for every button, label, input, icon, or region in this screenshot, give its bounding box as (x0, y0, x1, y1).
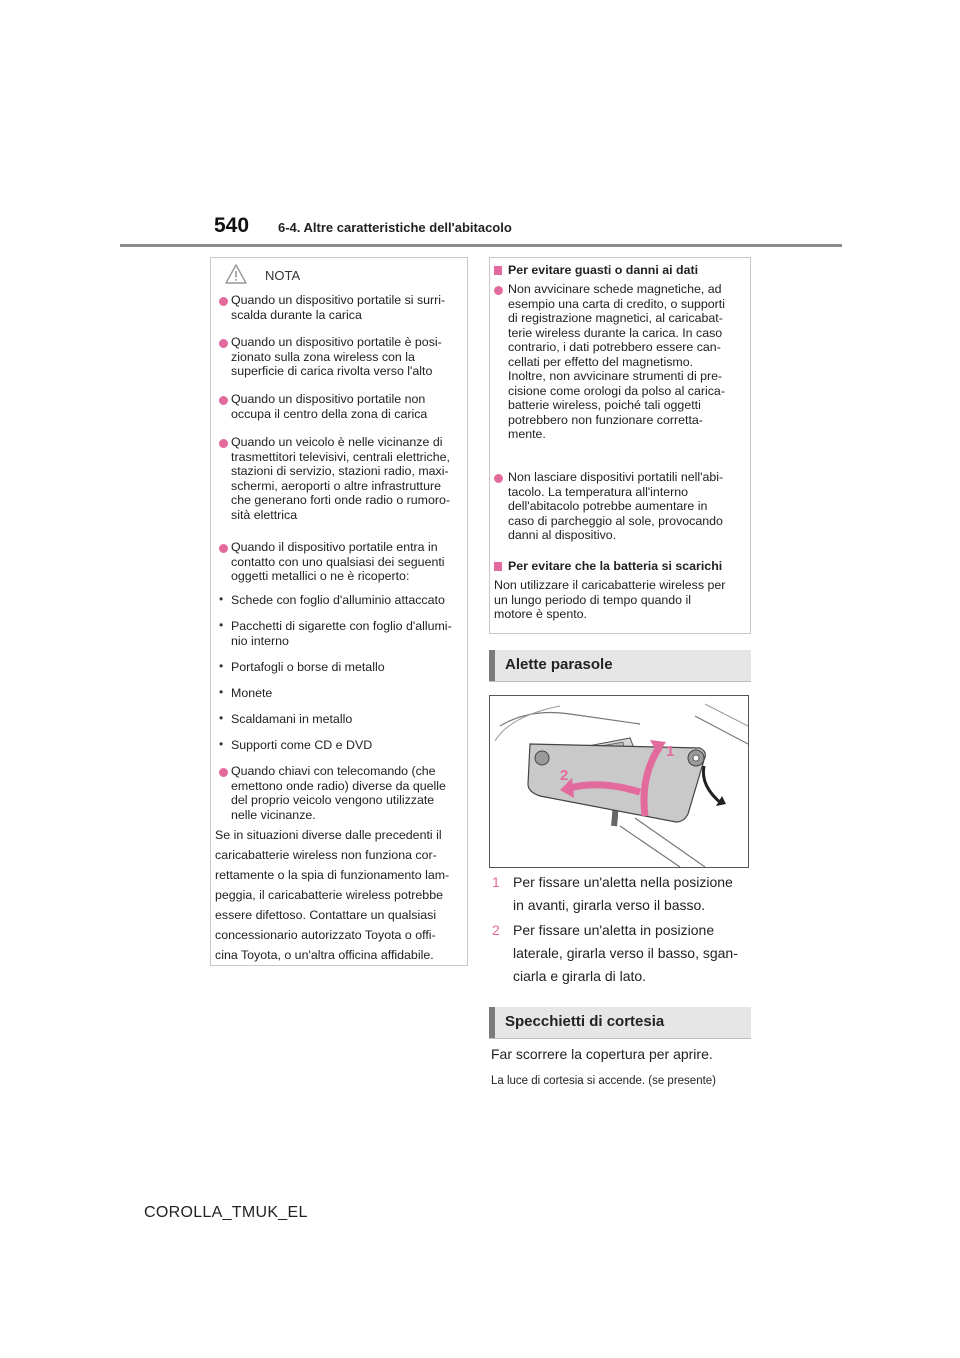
square-bullet (494, 562, 502, 571)
bullet-dot (219, 768, 228, 777)
figure-label-1: 1 (666, 743, 675, 760)
nota-sub-item: Schede con foglio d'alluminio attaccato (231, 593, 445, 607)
warning-triangle-icon (225, 264, 247, 284)
header-rule (120, 244, 842, 247)
sun-visor-illustration (489, 695, 749, 868)
visors-heading: Alette parasole (489, 650, 751, 682)
nota-sub-item: Portafogli o borse di metallo (231, 660, 385, 674)
nota-sub-item: Scaldamani in metallo (231, 712, 353, 726)
nota-box (210, 257, 468, 966)
sub-bullet: • (219, 659, 224, 673)
bullet-dot (219, 339, 228, 348)
mirrors-heading: Specchietti di cortesia (489, 1007, 751, 1039)
sub-bullet: • (219, 711, 224, 725)
sun-visor-drawing (490, 696, 748, 867)
step-text-2: Per fissare un'aletta in posizione laterale, girarla verso il basso, sgan- ciarla e girarla di lato. (513, 922, 738, 984)
nota-header (211, 264, 467, 286)
box-heading-2: Per evitare che la batteria si scarichi (508, 559, 723, 573)
nota-bullet-6: Quando chiavi con telecomando (che emettono onde radio) diverse da quelle del proprio veicolo vengono utilizzate nelle vicinanze. (231, 764, 446, 822)
sub-bullet: • (219, 592, 224, 606)
bullet-dot (494, 286, 503, 295)
box-bullet-2: Non lasciare dispositivi portatili nell'abi- tacolo. La temperatura all'interno dell'abitacolo potrebbe aumentare in caso di parcheggio al sole, provocando danni al dispositivo. (508, 470, 724, 542)
nota-label: NOTA (265, 268, 301, 283)
square-bullet (494, 266, 502, 275)
sub-bullet: • (219, 618, 224, 632)
step-number-1: 1 (492, 874, 500, 890)
mirrors-text: Far scorrere la copertura per aprire. (491, 1046, 713, 1062)
nota-sub-item: Monete (231, 686, 273, 700)
footer-model-code: COROLLA_TMUK_EL (144, 1204, 308, 1221)
page-number: 540 (214, 214, 250, 237)
sub-bullet: • (219, 685, 224, 699)
nota-closing-paragraph: Se in situazioni diverse dalle precedenti il caricabatterie wireless non funziona cor- rettamente o la spia di funzionamento lam- peggia, il caricabatterie wireless potrebbe essere difettoso. Contattare un qualsiasi concessionario autorizzato Toyota o offi- cina Toyota, o un'altra officina affidabile. (215, 828, 450, 962)
nota-bullet-1: Quando un dispositivo portatile si surri- scalda durante la carica (231, 293, 446, 322)
figure-label-2: 2 (560, 767, 569, 784)
box-bullet-1: Non avvicinare schede magnetiche, ad esempio una carta di credito, o supporti di registrazione magnetici, al caricabat- terie wireless durante la carica. In caso contrario, i dati potrebbero essere can- cellati per effetto del magnetismo. Inoltre, non avvicinare strumenti di pre- cisione come orologi da polso al carica- batterie wireless, poiché tali oggetti potrebbero non funzionare corretta- mente. (508, 282, 725, 441)
data-protection-box (489, 257, 751, 634)
nota-bullet-2: Quando un dispositivo portatile è posi- zionato sulla zona wireless con la superficie di carica rivolta verso l'alto (231, 335, 442, 378)
nota-bullet-3: Quando un dispositivo portatile non occupa il centro della zona di carica (231, 392, 428, 421)
nota-bullet-4: Quando un veicolo è nelle vicinanze di trasmettitori televisivi, centrali elettriche, stazioni di servizio, stazioni radio, maxi- schermi, aeroporti o altre infrastrutture che generano forti onde radio o rumoro- sità elettrica (231, 435, 451, 522)
nota-bullet-5: Quando il dispositivo portatile entra in contatto con uno qualsiasi dei seguenti oggetti metallici o ne è ricoperto: (231, 540, 445, 583)
box-paragraph: Non utilizzare il caricabatterie wireless per un lungo periodo di tempo quando il motore è spento. (494, 578, 726, 621)
step-text-1: Per fissare un'aletta nella posizione in avanti, girarla verso il basso. (513, 874, 733, 913)
sub-bullet: • (219, 737, 224, 751)
nota-sub-item: Supporti come CD e DVD (231, 738, 373, 752)
box-heading-1: Per evitare guasti o danni ai dati (508, 263, 699, 277)
bullet-dot (219, 396, 228, 405)
bullet-dot (219, 297, 228, 306)
mirrors-note: La luce di cortesia si accende. (se presente) (491, 1075, 717, 1087)
nota-sub-item: Pacchetti di sigarette con foglio d'allumi- nio interno (231, 619, 452, 648)
bullet-dot (494, 474, 503, 483)
bullet-dot (219, 544, 228, 553)
section-title: 6-4. Altre caratteristiche dell'abitacolo (278, 220, 512, 235)
bullet-dot (219, 439, 228, 448)
step-number-2: 2 (492, 922, 500, 938)
